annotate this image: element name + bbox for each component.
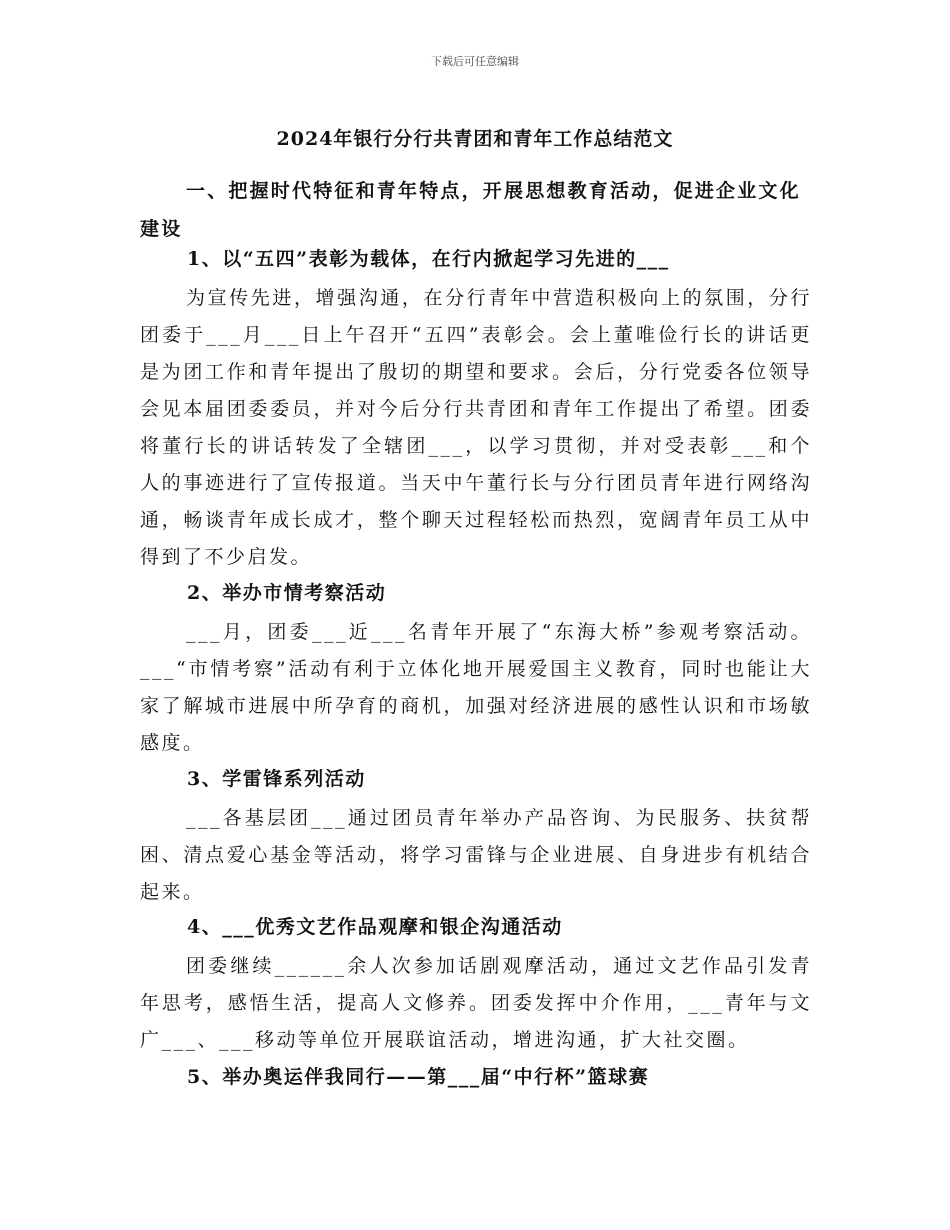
item-3-paragraph: ___各基层团___通过团员青年举办产品咨询、为民服务、扶贫帮困、清点爱心基金等活动，将学习雷锋与企业进展、自身进步有机结合起来。 bbox=[140, 807, 812, 903]
header-note: 下载后可任意编辑 bbox=[431, 55, 519, 68]
item-2-heading: 2、举办市情考察活动 bbox=[187, 582, 387, 604]
item-1-paragraph: 为宣传先进，增强沟通，在分行青年中营造积极向上的氛围，分行团委于___月___日上午召开“五四”表彰会。会上董唯俭行长的讲话更是为团工作和青年提出了殷切的期望和要求。会后，分行党委各位领导会见本届团委委员，并对今后分行共青团和青年工作提出了希望。团委将董行长的讲话转发了全辖团___，以学习贯彻，并对受表彰___和个人的事迹进行了宣传报道。当天中午董行长与分行团员青年进行网络沟通，畅谈青年成长成才，整个聊天过程轻松而热烈，宽阔青年员工从中得到了不少启发。 bbox=[140, 287, 812, 568]
section-heading: 一、把握时代特征和青年特点，开展思想教育活动，促进企业文化建设 bbox=[140, 180, 801, 240]
item-3-heading: 3、学雷锋系列活动 bbox=[187, 768, 366, 790]
item-2-paragraph: ___月，团委___近___名青年开展了“东海大桥”参观考察活动。___“市情考察”活动有利于立体化地开展爱国主义教育，同时也能让大家了解城市进展中所孕育的商机，加强对经济进展的感性认识和市场敏感度。 bbox=[140, 621, 812, 754]
item-1-heading: 1、以“五四”表彰为载体，在行内掀起学习先进的___ bbox=[187, 248, 670, 270]
item-4-heading: 4、___优秀文艺作品观摩和银企沟通活动 bbox=[187, 916, 563, 938]
item-4-paragraph: 团委继续______余人次参加话剧观摩活动，通过文艺作品引发青年思考，感悟生活，提高人文修养。团委发挥中介作用，___青年与文广___、___移动等单位开展联谊活动，增进沟通，扩大社交圈。 bbox=[140, 955, 812, 1051]
document-title: 2024年银行分行共青团和青年工作总结范文 bbox=[276, 128, 674, 150]
item-5-heading: 5、举办奥运伴我同行——第___届“中行杯”篮球赛 bbox=[187, 1066, 650, 1088]
